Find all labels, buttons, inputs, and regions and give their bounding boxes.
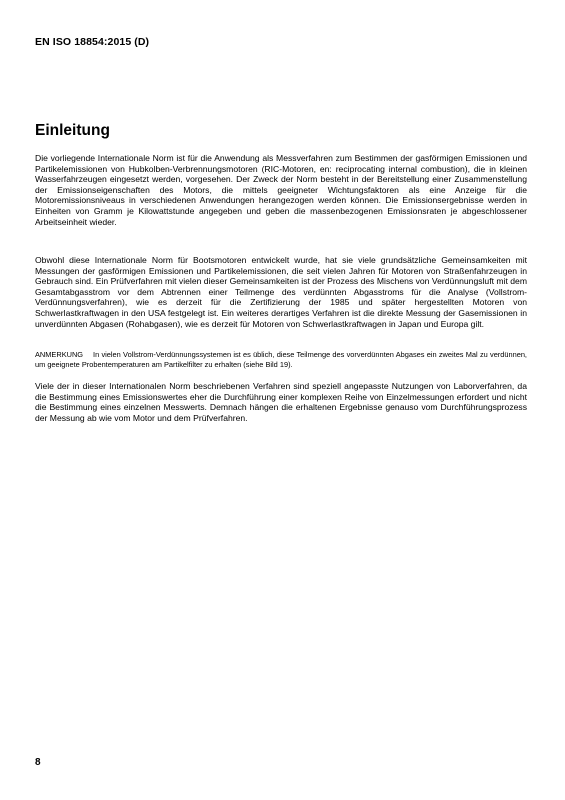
paragraph-2: Obwohl diese Internationale Norm für Bootsmotoren entwickelt wurde, hat sie viele grundsätzliche Gemeinsamkeiten mit Messungen der gasförmigen Emissionen und Partikelemissionen, die seit vielen Jahren für Motoren von Straßenfahrzeugen in Gebrauch sind. Ein Prüfverfahren mit vielen dieser Gemeinsamkeiten ist der Prozess des Mischens von Verdünnungsluft mit dem Gesamtabgasstrom vor dem Abtrennen einer Teilmenge des verdünnten Abgasstroms für die Analyse (Vollstrom-Verdünnungsverfahren), wie es derzeit für die Zertifizierung der 1985 und später hergestellten Motoren von Schwerlastkraftwagen in den USA festgelegt ist. Ein weiteres derartiges Verfahren ist die direkte Messung der Gasemissionen in unverdünnten Abgasen (Rohabgasen), wie es derzeit für Motoren von Schwerlastkraftwagen in Japan und Europa gilt. [35, 255, 527, 329]
section-title: Einleitung [35, 122, 110, 139]
paragraph-3: Viele der in dieser Internationalen Norm beschriebenen Verfahren sind speziell angepasste Nutzungen von Laborverfahren, da die Bestimmung eines Emissionswertes eher die Durchführung einer komplexen Reihe von Einzelmessungen erfordert und nicht die Bestimmung eines einzelnen Messwerts. Demnach hängen die erhaltenen Ergebnisse genauso vom Durchführungsprozess der Messung ab wie vom Motor und dem Prüfverfahren. [35, 381, 527, 423]
paragraph-1: Die vorliegende Internationale Norm ist für die Anwendung als Messverfahren zum Bestimmen der gasförmigen Emissionen und Partikelemissionen von Hubkolben-Verbrennungsmotoren (RIC-Motoren, en: reciprocating internal combustion), die in kleinen Wasserfahrzeugen eingesetzt werden, vorgesehen. Der Zweck der Norm besteht in der Bereitstellung einer Zusammenstellung der Emissionseigenschaften des Motors, die mittels geeigneter Wichtungsfaktoren als eine Anzeige für die Motoremissionsniveaus in verschiedenen Anwendungen herangezogen werden können. Die Emissionsergebnisse werden in Einheiten von Gramm je Kilowattstunde angegeben und geben die massenbezogenen Emissionsraten je abgeschlossener Arbeitseinheit wieder. [35, 153, 527, 227]
note [35, 350, 527, 369]
document-id: EN ISO 18854:2015 (D) [35, 36, 150, 48]
note-text: In vielen Vollstrom-Verdünnungssystemen ist es üblich, diese Teilmenge des vorverdünnten Abgases ein zweites Mal zu verdünnen, um geeignete Probentemperaturen am Partikelfilter zu erhalten (siehe Bild 19). [35, 350, 527, 369]
note-label: ANMERKUNG [35, 350, 84, 359]
page-number: 8 [35, 757, 41, 768]
